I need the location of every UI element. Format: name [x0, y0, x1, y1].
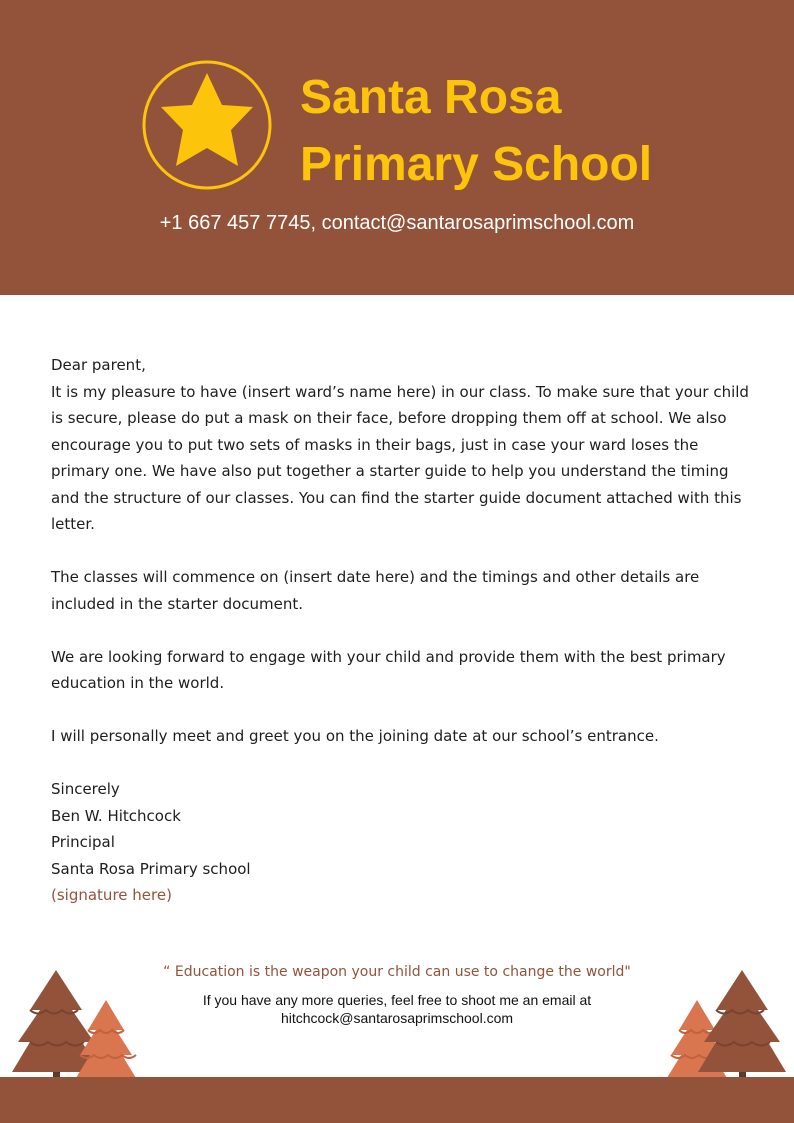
contact-info: +1 667 457 7745, contact@santarosaprimschool.com	[159, 212, 635, 234]
paragraph-intro: It is my pleasure to have (insert ward’s name here) in our class. To make sure that your child is secure, please do put a mask on their face, before dropping them off at school. We also encourage you to put two sets of masks in their bags, just in case your ward loses the primary one. We have also put together a starter guide to help you understand the timing and the structure of our classes. You can find the starter guide document attached with this letter.	[51, 382, 749, 533]
signoff: Sincerely	[51, 780, 120, 798]
star-icon	[141, 59, 273, 191]
letter-opening	[51, 352, 751, 538]
signer-school: Santa Rosa Primary school	[51, 859, 251, 878]
footer-band	[0, 1077, 794, 1123]
signer-role: Principal	[51, 833, 115, 851]
queries-email: hitchcock@santarosaprimschool.com	[280, 1010, 514, 1026]
paragraph-greet: I will personally meet and greet you on the joining date at our school’s entrance.	[51, 727, 659, 745]
school-name-line2: Primary School	[300, 138, 653, 191]
pine-trees-icon	[660, 960, 794, 1085]
signer-name: Ben W. Hitchcock	[51, 806, 181, 825]
signature-placeholder: (signature here)	[51, 886, 172, 904]
school-name-line1: Santa Rosa	[300, 71, 562, 124]
paragraph-commence: The classes will commence on (insert date here) and the timings and other details are included in the starter document.	[51, 568, 700, 613]
paragraph-engage: We are looking forward to engage with your child and provide them with the best primary education in the world.	[51, 647, 726, 692]
motto-quote: “ Education is the weapon your child can use to change the world"	[163, 964, 631, 980]
letterhead-header	[0, 0, 794, 295]
signature-block	[51, 776, 751, 909]
letter-body	[51, 352, 751, 909]
greeting: Dear parent,	[51, 356, 146, 374]
queries-line: If you have any more queries, feel free to shoot me an email at	[202, 992, 592, 1008]
school-name	[300, 64, 652, 198]
